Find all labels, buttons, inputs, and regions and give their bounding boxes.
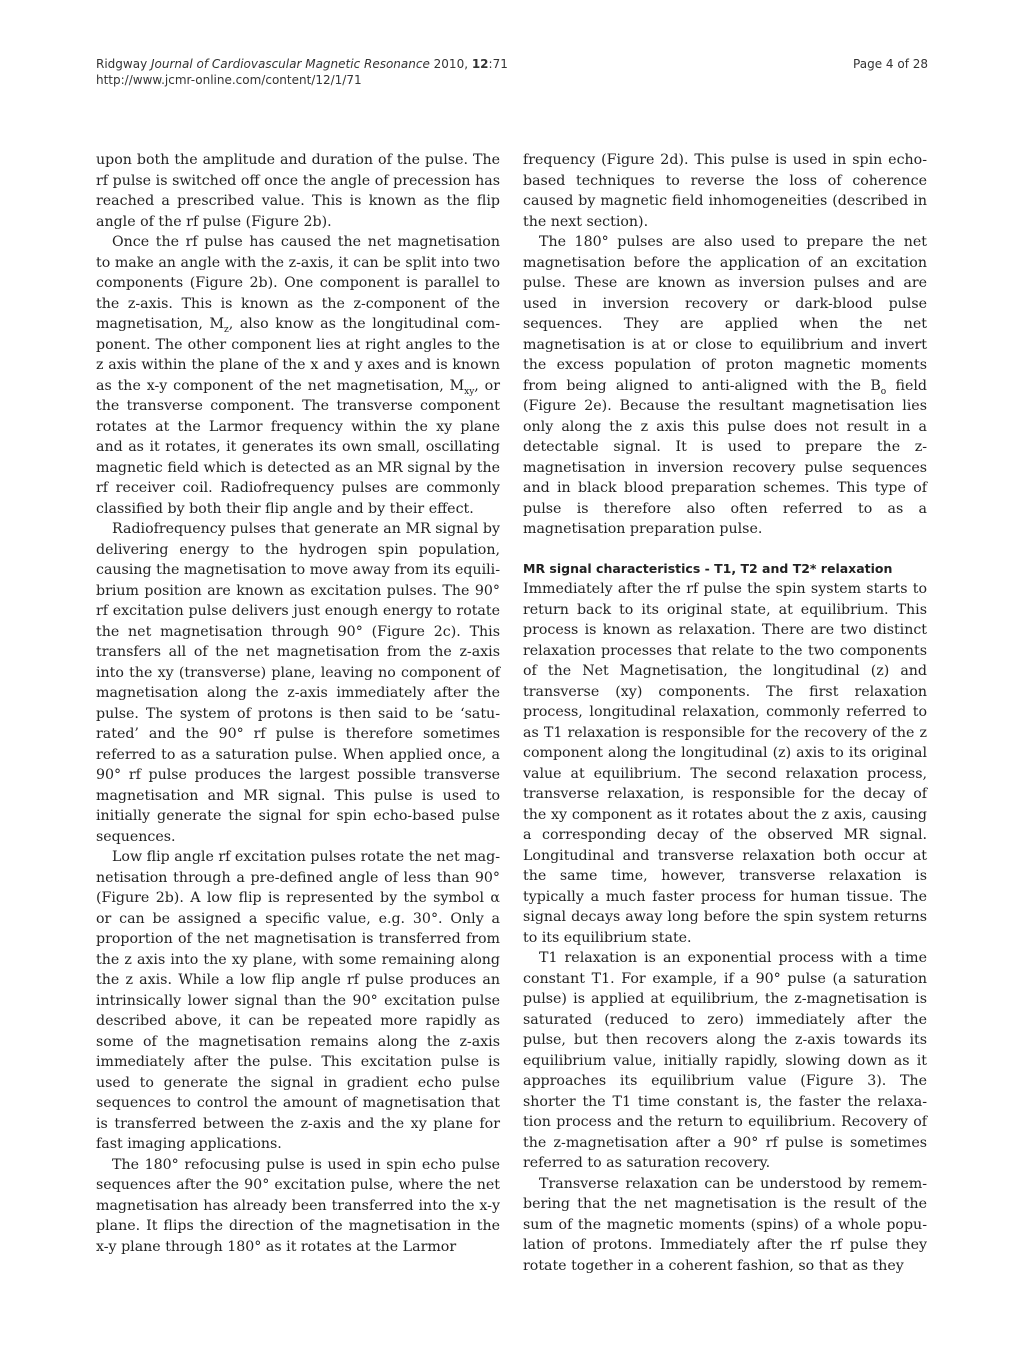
paragraph: Immediately after the rf pulse the spin system starts to return back to its original state, at equilibrium. This process is known as relaxation. There are two distinct relaxation processes that relate to the two components of the Net Magnetisation, the longitudinal (z) and transverse (xy) components. The first relaxation process, longitudinal relaxation, commonly referred to as T1 relaxation is responsible for the recovery of the z component along the longitudinal (z) axis to its original value at equilibrium. The second relaxation process, transverse relaxation, is responsible for the decay of the xy component as it rotates about the z axis, causing a corresponding decay of the observed MR signal. Longitudinal and transverse relaxation both occur at the same time, however, transverse relaxation is typically a much faster process for human tissue. The signal decays away long before the spin system returns to its equilibrium state.: [523, 581, 927, 946]
paragraph: frequency (Figure 2d). This pulse is used in spin echo-based techniques to reverse the loss of coherence caused by magnetic field inhomogeneities (described in the next section).: [523, 152, 927, 230]
header-url[interactable]: http://www.jcmr-online.com/content/12/1/71: [96, 73, 362, 87]
paragraph-text: field (Figure 2e). Because the resultant magnetisation lies only along the z axis this pulse does not result in a detectable signal. It is used to prepare the z-magnetisation in inversion recovery pulse sequences and in black blood preparation schemes. This type of pulse is therefore also often referred to as a magnetisation preparation pulse.: [523, 377, 927, 537]
paragraph: [523, 232, 927, 540]
citation-line: [96, 56, 796, 72]
section-heading: MR signal characteristics - T1, T2 and T2* relaxation: [523, 560, 893, 576]
header-year: 2010,: [429, 57, 472, 71]
paragraph: upon both the amplitude and duration of the pulse. The rf pulse is switched off once the angle of precession has reached a prescribed value. This is known as the flip angle of the rf pulse (Figure 2b).: [96, 152, 500, 230]
paragraph: Transverse relaxation can be understood by remembering that the net magnetisation is the result of the sum of the magnetic moments (spins) of a whole population of protons. Immediately after the rf pulse they rotate together in a coherent fashion, so that as they: [523, 1175, 927, 1274]
subscript: xy: [464, 386, 475, 397]
left-column: [96, 150, 500, 1257]
paragraph: Low flip angle rf excitation pulses rotate the net magnetisation through a pre-defined angle of less than 90° (Figure 2b). A low flip is represented by the symbol α or can be assigned a specific value, e.g. 30°. Only a proportion of the net magnetisation is transferred from the z axis into the xy plane, with some remaining along the z axis. While a low flip angle rf pulse produces an intrinsically lower signal than the 90° excitation pulse described above, it can be repeated more rapidly as some of the magnetisation remains along the z-axis immediately after the pulse. This excitation pulse is used to generate the signal in gradient echo pulse sequences to control the amount of magnetisation that is transferred between the z-axis and the xy plane for fast imaging applications.: [96, 849, 500, 1152]
right-column: [523, 150, 927, 1276]
header-author: Ridgway: [96, 57, 151, 71]
subscript: o: [880, 386, 887, 397]
paragraph-text: , also know as the longitudinal component. The other component lies at right angles to the z axis within the plane of the x and y axes and is known as the x-y component of the net magnetisation, M: [96, 316, 500, 394]
paragraph-text: Once the rf pulse has caused the net magnetisation to make an angle with the z-axis, it can be split into two components (Figure 2b). One component is parallel to the z-axis. This is known as the z-component of the magnetisation, M: [96, 234, 500, 332]
page-number: Page 4 of 28: [853, 57, 928, 71]
subscript: z: [224, 324, 229, 335]
paragraph: T1 relaxation is an exponential process with a time constant T1. For example, if a 90° pulse (a saturation pulse) is applied at equilibrium, the z-magnetisation is saturated (reduced to zero) immediately after the pulse, but then recovers along the z-axis towards its equilibrium value, initially rapidly, slowing down as it approaches its equilibrium value (Figure 3). The shorter the T1 time constant is, the faster the relaxation process and the return to equilibrium. Recovery of the z-magnetisation after a 90° rf pulse is sometimes referred to as saturation recovery.: [523, 950, 927, 1171]
paragraph: Radiofrequency pulses that generate an MR signal by delivering energy to the hydrogen spin population, causing the magnetisation to move away from its equilibrium position are known as excitation pulses. The 90° rf excitation pulse delivers just enough energy to rotate the net magnetisation through 90° (Figure 2c). This transfers all of the net magnetisation from the z-axis into the xy (transverse) plane, leaving no component of magnetisation along the z-axis immediately after the pulse. The system of protons is then said to be ‘saturated’ and the 90° rf pulse is therefore sometimes referred to as a saturation pulse. When applied once, a 90° rf pulse produces the largest possible transverse magnetisation and MR signal. This pulse is used to initially generate the signal for spin echo-based pulse sequences.: [96, 521, 500, 845]
header-volume: 12: [471, 57, 489, 71]
paragraph-text: , or the transverse component. The transverse component rotates at the Larmor frequency within the xy plane and as it rotates, it generates its own small, oscillating magnetic field which is detected as an MR signal by the rf receiver coil. Radiofrequency pulses are commonly classified by both their flip angle and by their effect.: [96, 377, 500, 517]
paragraph: The 180° refocusing pulse is used in spin echo pulse sequences after the 90° excitation pulse, where the net magnetisation has already been transferred into the x-y plane. It flips the direction of the magnetisation in the x-y plane through 180° as it rotates at the Larmor: [96, 1156, 500, 1255]
running-header: [96, 56, 796, 88]
header-journal: Journal of Cardiovascular Magnetic Resonance: [151, 57, 430, 71]
header-article: :71: [488, 57, 508, 71]
paragraph: [96, 232, 500, 519]
paragraph-text: The 180° pulses are also used to prepare the net magnetisation before the application of an excitation pulse. These are known as inversion pulses and are used in inversion recovery or dark-blood pulse sequences. They are applied when the net magnetisation is at or close to equilibrium and invert the excess population of proton magnetic moments from being aligned to anti-aligned with the B: [523, 234, 927, 394]
